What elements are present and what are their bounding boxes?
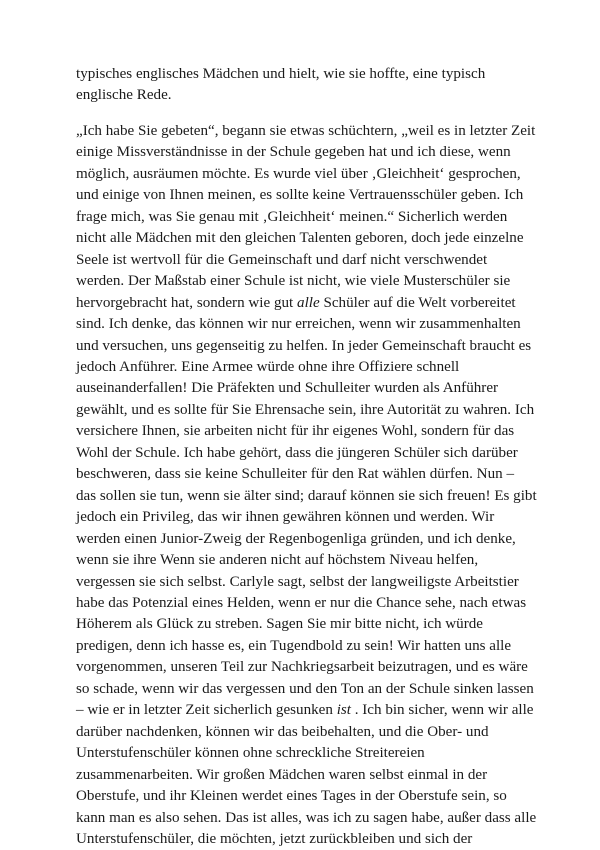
text-line: jedoch Anführer. Eine Armee würde ohne ihre Offiziere schnell xyxy=(76,358,460,375)
text-line: Wohl der Schule. Ich habe gehört, dass die jüngeren Schüler sich darüber xyxy=(76,444,518,461)
text-line: einige Missverständnisse in der Schule gegeben hat und ich diese, wenn xyxy=(76,144,511,161)
text-line: werden einen Junior-Zweig der Regenbogenliga gründen, und ich denke, xyxy=(76,530,516,547)
text-line: das sollen sie tun, wenn sie älter sind; darauf können sie sich freuen! Es gibt xyxy=(76,487,537,504)
text-line: – wie er in letzter Zeit sicherlich gesunken ist . Ich bin sicher, wenn wir alle xyxy=(76,702,534,719)
text-line: habe das Potenzial eines Helden, wenn er nur die Chance sehe, nach etwas xyxy=(76,594,527,611)
paragraph-intro xyxy=(76,64,536,107)
text-line: und versuchen, uns gegenseitig zu helfen. In jeder Gemeinschaft braucht es xyxy=(76,337,532,354)
text-line: und einige von Ihnen meinen, es sollte keine Vertrauensschüler geben. Ich xyxy=(76,187,524,204)
text-line: werden. Der Maßstab einer Schule ist nicht, wie viele Musterschüler sie xyxy=(76,273,511,290)
text-line: vorgenommen, unseren Teil zur Nachkriegsarbeit beizutragen, und es wäre xyxy=(76,659,528,676)
text-line: typisches englisches Mädchen und hielt, wie sie hoffte, eine typisch xyxy=(76,66,486,82)
text-line: Oberstufe, und ihr Kleinen werdet eines Tages in der Oberstufe sein, so xyxy=(76,788,507,805)
text-line: versichere Ihnen, sie arbeiten nicht für ihr eigenes Wohl, sondern für das xyxy=(76,423,515,440)
text-line: sind. Ich denke, das können wir nur erreichen, wenn wir zusammenhalten xyxy=(76,316,521,333)
text-line: englische Rede. xyxy=(76,87,172,104)
text-line: „Ich habe Sie gebeten“, begann sie etwas schüchtern, „weil es in letzter Zeit xyxy=(76,123,536,139)
text-line: so schade, wenn wir das vergessen und den Ton an der Schule sinken lassen xyxy=(76,680,534,697)
text-line: darüber nachdenken, können wir das beibehalten, und die Ober- und xyxy=(76,723,489,740)
text-line: kann man es also sehen. Das ist alles, was ich zu sagen habe, außer dass alle xyxy=(76,809,537,826)
text-line: zusammenarbeiten. Wir großen Mädchen waren selbst einmal in der xyxy=(76,766,488,783)
paragraph-speech xyxy=(76,121,536,850)
text-line: hervorgebracht hat, sondern wie gut alle Schüler auf die Welt vorbereitet xyxy=(76,294,516,311)
text-line: Höherem als Glück zu streben. Sagen Sie mir bitte nicht, ich würde xyxy=(76,616,484,633)
text-line: Seele ist wertvoll für die Gemeinschaft und darf nicht verschwendet xyxy=(76,251,488,268)
text-line: beschweren, dass sie keine Schulleiter für den Rat wählen dürfen. Nun – xyxy=(76,466,514,483)
text-line: predigen, denn ich hasse es, ein Tugendbold zu sein! Wir hatten uns alle xyxy=(76,637,512,654)
text-line: auseinanderfallen! Die Präfekten und Schulleiter wurden als Anführer xyxy=(76,380,499,397)
text-line: gewählt, und es sollte für Sie Ehrensache sein, ihre Autorität zu wahren. Ich xyxy=(76,401,535,418)
text-line: jedoch ein Privileg, das wir ihnen gewähren können und werden. Wir xyxy=(76,509,495,526)
text-line: Unterstufenschüler, die möchten, jetzt zurückbleiben und sich der xyxy=(76,830,473,847)
text-line: möglich, ausräumen möchte. Es wurde viel über ‚Gleichheit‘ gesprochen, xyxy=(76,165,521,182)
text-line: nicht alle Mädchen mit den gleichen Talenten geboren, doch jede einzelne xyxy=(76,230,524,247)
text-line: wenn sie ihre Wenn sie anderen nicht auf höchstem Niveau helfen, xyxy=(76,552,479,569)
text-line: frage mich, was Sie genau mit ‚Gleichheit‘ meinen.“ Sicherlich werden xyxy=(76,208,508,225)
text-line: vergessen sie sich selbst. Carlyle sagt, selbst der langweiligste Arbeitstier xyxy=(76,573,519,590)
text-line: Unterstufenschüler können ohne schreckliche Streitereien xyxy=(76,745,425,762)
